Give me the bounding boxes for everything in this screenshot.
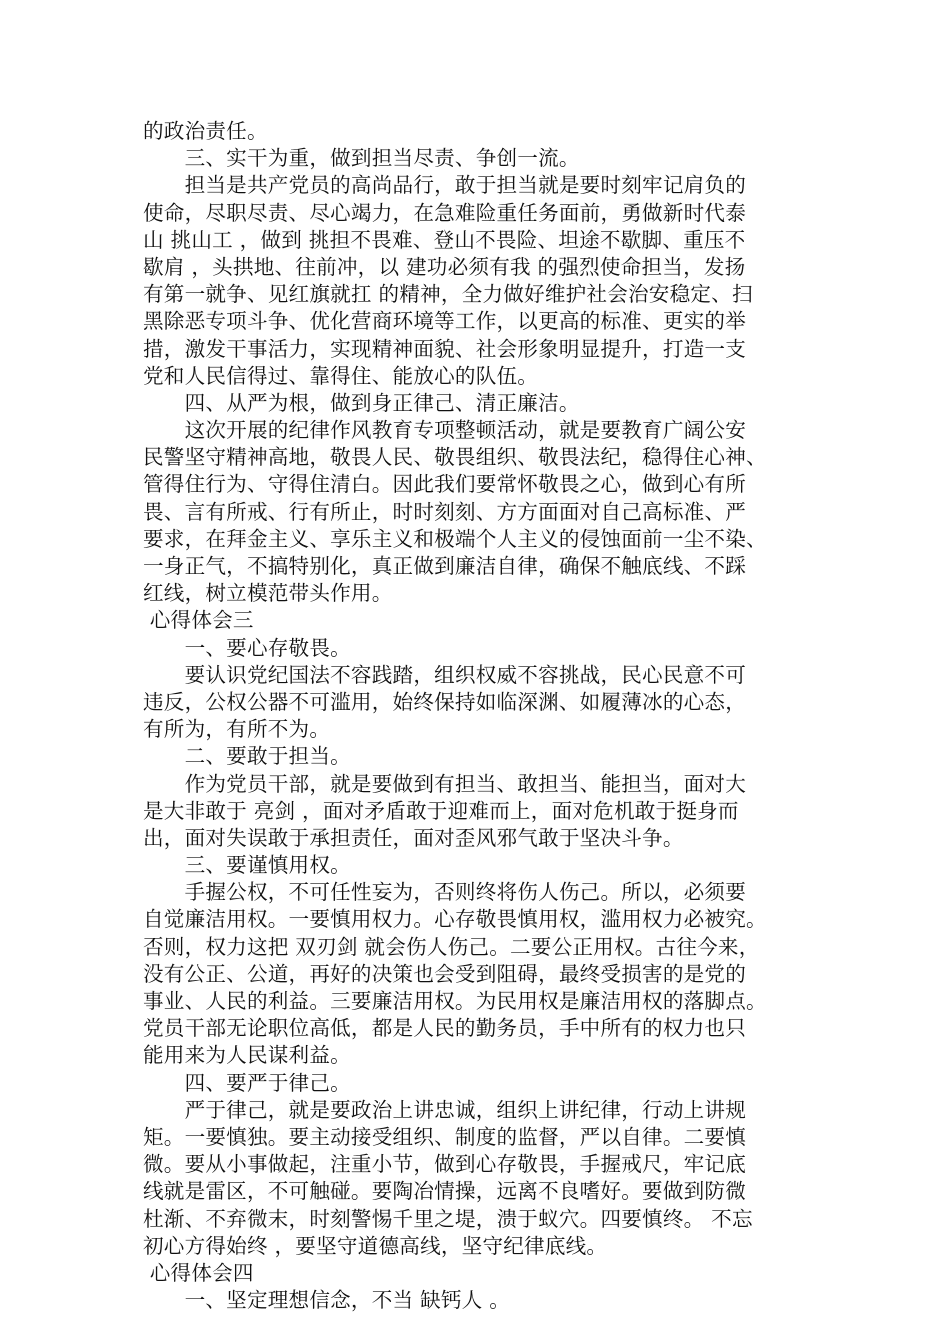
text-line: 的政治责任。 <box>143 119 268 143</box>
section-heading: 一、坚定理想信念，不当 缺钙人 。 <box>143 1288 510 1313</box>
text-line: 初心方得始终 ，要坚守道德高线，坚守纪律底线。 <box>143 1233 608 1258</box>
text-line: 红线，树立模范带头作用。 <box>143 581 393 606</box>
text-line: 杜渐、不弃微末，时刻警惕千里之堤，溃于蚁穴。四要慎终。 不忘 <box>143 1206 753 1231</box>
text-line: 管得住行为、守得住清白。因此我们要常怀敬畏之心，做到心有所 <box>143 472 747 497</box>
document-body <box>143 118 833 1314</box>
part-heading: 心得体会三 <box>143 608 254 633</box>
text-line: 没有公正、公道，再好的决策也会受到阻碍，最终受损害的是党的 <box>143 961 747 986</box>
section-heading: 一、要心存敬畏。 <box>143 635 351 660</box>
text-line: 担当是共产党员的高尚品行，敢于担当就是要时刻牢记肩负的 <box>143 173 747 198</box>
text-line: 出，面对失误敢于承担责任，面对歪风邪气敢于坚决斗争。 <box>143 825 684 850</box>
section-heading: 四、从严为根，做到身正律己、清正廉洁。 <box>143 390 580 415</box>
section-heading: 三、要谨慎用权。 <box>143 853 351 878</box>
text-line: 歇肩 ，头拱地、往前冲，以 建功必须有我 的强烈使命担当，发扬 <box>143 254 746 279</box>
text-line: 一身正气，不搞特别化，真正做到廉洁自律，确保不触底线、不踩 <box>143 554 747 578</box>
section-heading: 三、实干为重，做到担当尽责、争创一流。 <box>143 146 580 171</box>
text-line: 有第一就争、见红旗就扛 的精神，全力做好维护社会治安稳定、扫 <box>143 282 753 307</box>
text-line: 矩。一要慎独。要主动接受组织、制度的监督，严以自律。二要慎 <box>143 1124 747 1149</box>
text-line: 事业、人民的利益。三要廉洁用权。为民用权是廉洁用权的落脚点。 <box>143 989 767 1013</box>
text-line: 措，激发干事活力，实现精神面貌、社会形象明显提升，打造一支 <box>143 336 747 361</box>
part-heading: 心得体会四 <box>143 1260 254 1285</box>
text-line: 民警坚守精神高地，敬畏人民、敬畏组织、敬畏法纪，稳得住心神、 <box>143 445 767 470</box>
text-line: 能用来为人民谋利益。 <box>143 1043 351 1068</box>
text-line: 要认识党纪国法不容践踏，组织权威不容挑战，民心民意不可 <box>143 662 747 687</box>
text-line: 这次开展的纪律作风教育专项整顿活动，就是要教育广阔公安 <box>143 418 747 443</box>
text-line: 党和人民信得过、靠得住、能放心的队伍。 <box>143 363 539 388</box>
text-line: 微。要从小事做起，注重小节，做到心存敬畏，手握戒尺，牢记底 <box>143 1152 747 1177</box>
text-line: 否则，权力这把 双刃剑 就会伤人伤己。二要公正用权。古往今来， <box>143 934 760 959</box>
text-line: 严于律己，就是要政治上讲忠诚，组织上讲纪律，行动上讲规 <box>143 1097 747 1122</box>
text-line: 手握公权，不可任性妄为，否则终将伤人伤己。所以，必须要 <box>143 880 747 905</box>
section-heading: 四、要严于律己。 <box>143 1070 351 1095</box>
text-line: 党员干部无论职位高低，都是人民的勤务员，手中所有的权力也只 <box>143 1016 747 1041</box>
text-line: 要求，在拜金主义、享乐主义和极端个人主义的侵蚀面前一尘不染、 <box>143 526 767 551</box>
text-line: 使命，尽职尽责、尽心竭力，在急难险重任务面前，勇做新时代泰 <box>143 200 747 225</box>
text-line: 线就是雷区，不可触碰。要陶冶情操，远离不良嗜好。要做到防微 <box>143 1179 747 1204</box>
text-line: 有所为，有所不为。 <box>143 717 331 742</box>
text-line: 是大非敢于 亮剑 ，面对矛盾敢于迎难而上，面对危机敢于挺身而 <box>143 798 739 823</box>
text-line: 作为党员干部，就是要做到有担当、敢担当、能担当，面对大 <box>143 771 747 796</box>
text-line: 黑除恶专项斗争、优化营商环境等工作，以更高的标准、更实的举 <box>143 309 747 334</box>
section-heading: 二、要敢于担当。 <box>143 744 351 769</box>
text-line: 畏、言有所戒、行有所止，时时刻刻、方方面面对自己高标准、严 <box>143 499 747 524</box>
text-line: 山 挑山工 ，做到 挑担不畏难、登山不畏险、坦途不歇脚、重压不 <box>143 227 746 252</box>
text-line: 违反，公权公器不可滥用，始终保持如临深渊、如履薄冰的心态， <box>143 689 747 714</box>
text-line: 自觉廉洁用权。一要慎用权力。心存敬畏慎用权，滥用权力必被究。 <box>143 907 767 932</box>
